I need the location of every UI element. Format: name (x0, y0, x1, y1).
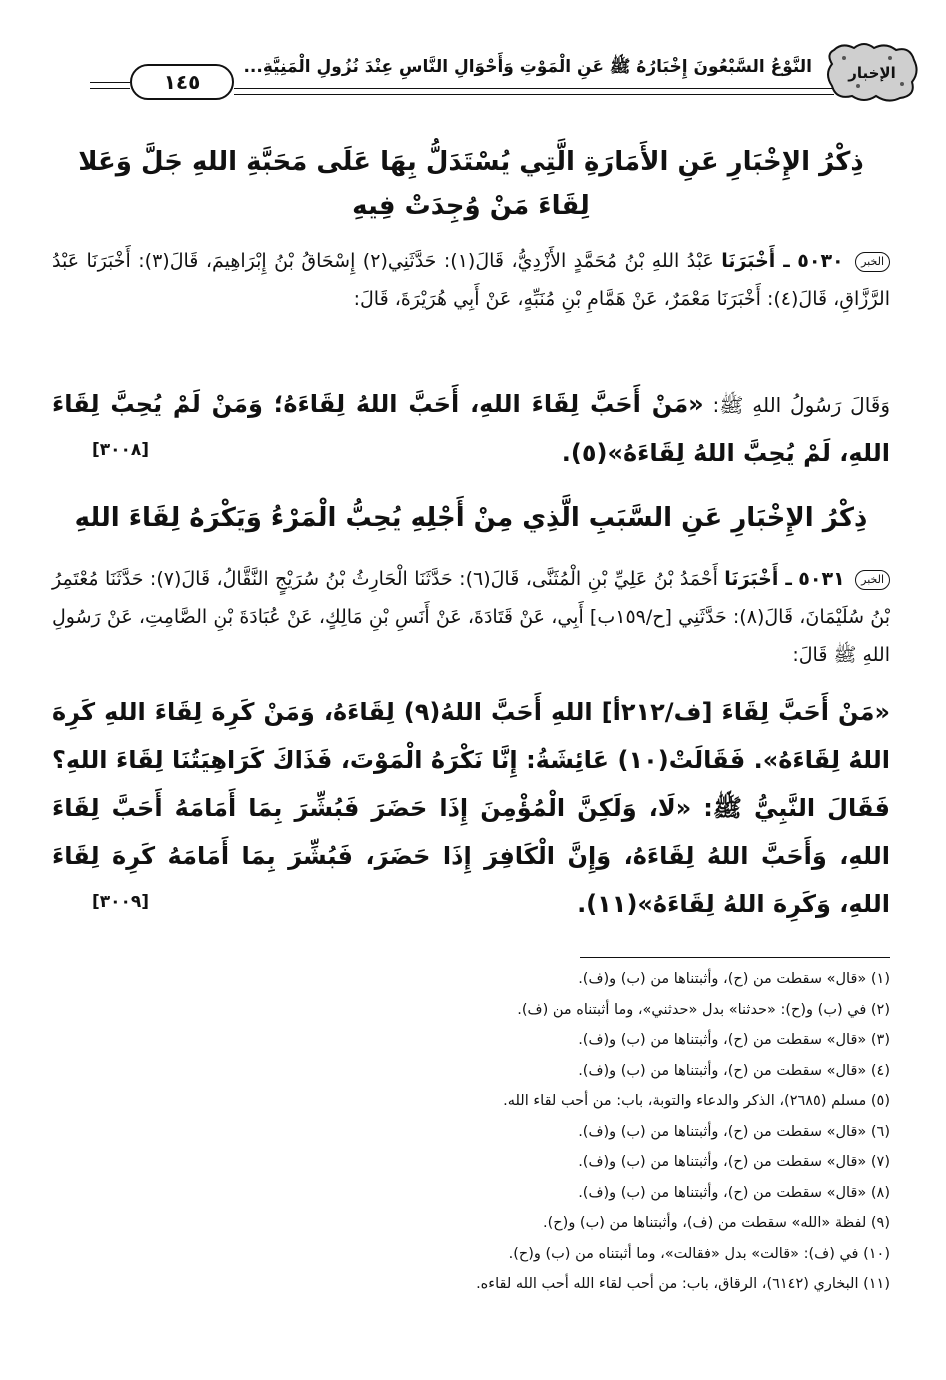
hadith-5031-akhbarana: أَخْبَرَنَا (724, 568, 779, 590)
hadith-5031-matn-block (52, 688, 890, 928)
hadith-5031-dash: ـ (778, 568, 792, 590)
hadith-5031-badge: الخبر (855, 570, 890, 590)
section-1-heading-line-1: ذِكْرُ الإِخْبَارِ عَنِ الأَمَارَةِ الَّتِي يُسْتَدَلُّ بِهَا عَلَى مَحَبَّةِ اللهِ جَلَّ وَعَلا (78, 147, 864, 177)
header-rule-right-bottom (234, 94, 834, 95)
hadith-5030-matn-block (52, 380, 890, 477)
hadith-5030-dash: ـ (775, 250, 790, 272)
hadith-5030-number: ٥٠٣٠ (797, 250, 844, 272)
footnote-separator (580, 957, 890, 958)
footnote-11: (١١) البخاري (٦١٤٢)، الرقاق، باب: من أحب لقاء الله أحب الله لقاءه. (476, 1276, 890, 1292)
section-1-heading-line-2: لِقَاءَ مَنْ وُجِدَتْ فِيهِ (352, 191, 590, 221)
footnote-6: (٦) «قال» سقطت من (ح)، وأثبتناها من (ب) و(ف). (578, 1123, 890, 1140)
hadith-5030-akhbarana: أَخْبَرَنَا (721, 250, 776, 272)
page-header (80, 38, 920, 108)
footnote-2: (٢) في (ب) و(ح): «حدثنا» بدل «حدثني»، وما أثبتناه من (ف). (517, 1001, 890, 1018)
hadith-5030-matn (52, 380, 890, 477)
header-tab-label: الإخبار (848, 64, 896, 82)
hadith-5030-matn-text: «مَنْ أَحَبَّ لِقَاءَ اللهِ، أَحَبَّ اللهُ لِقَاءَهُ؛ وَمَنْ لَمْ يُحِبَّ لِقَاءَ اللهِ، لَمْ يُحِبَّ اللهُ لِقَاءَهُ»(٥). (52, 390, 890, 467)
hadith-5031-isnad-text: أَحْمَدُ بْنُ عَلِيِّ بْنِ الْمُثَنَّى، قَالَ(٦): حَدَّثَنَا الْحَارِثُ بْنُ سُرَيْجٍ النَّقَّالُ، قَالَ(٧): حَدَّثَنَا مُعْتَمِرُ بْنُ سُلَيْمَانَ، قَالَ(٨): حَدَّثَنِي [ح/١٥٩ب] أَبِي، عَنْ قَتَادَةَ، عَنْ أَنَسِ بْنِ مَالِكٍ، عَنْ عُبَادَةَ بْنِ الصَّامِتِ، عَنْ رَسُولِ اللهِ ﷺ قَالَ: (52, 568, 890, 666)
running-title: النَّوْعُ السَّبْعُونَ إِخْبَارُهُ ﷺ عَنِ الْمَوْتِ وَأَحْوَالِ النَّاسِ عِنْدَ نُزُولِ الْمَنِيَّةِ... (243, 57, 812, 77)
hadith-5030-isnad-text: عَبْدُ اللهِ بْنُ مُحَمَّدٍ الأَزْدِيُّ، قَالَ(١): حَدَّثَنِي(٢) إِسْحَاقُ بْنُ إِبْرَاهِيمَ، قَالَ(٣): أَخْبَرَنَا عَبْدُ الرَّزَّاقِ، قَالَ(٤): أَخْبَرَنَا مَعْمَرٌ، عَنْ هَمَّامِ بْنِ مُنَبِّهٍ، عَنْ أَبِي هُرَيْرَةَ، قَالَ: (52, 250, 890, 310)
footnote-7: (٧) «قال» سقطت من (ح)، وأثبتناها من (ب) و(ف). (578, 1154, 890, 1170)
hadith-5030-reference: [٣٠٠٨] (92, 440, 150, 460)
section-2 (52, 496, 890, 540)
page-number: ١٤٥ (130, 64, 234, 100)
footnote-8: (٨) «قال» سقطت من (ح)، وأثبتناها من (ب) و(ف). (578, 1184, 890, 1201)
header-rule-left-bottom (90, 88, 130, 89)
hadith-5031-reference: [٣٠٠٩] (92, 892, 150, 912)
hadith-5030-isnad (52, 242, 890, 318)
hadith-5030 (52, 242, 890, 318)
hadith-5030-matn-intro: وَقَالَ رَسُولُ اللهِ ﷺ: (703, 393, 891, 417)
footnote-1: (١) «قال» سقطت من (ح)، وأثبتناها من (ب) و(ف). (578, 971, 890, 987)
puzzle-piece-icon (824, 38, 920, 104)
hadith-5030-badge: الخبر (855, 252, 890, 272)
footnote-3: (٣) «قال» سقطت من (ح)، وأثبتناها من (ب) و(ف). (578, 1032, 890, 1048)
footnote-9: (٩) لفظة «الله» سقطت من (ف)، وأثبتناها من (ب) و(ح). (543, 1215, 890, 1231)
footnotes (52, 964, 890, 1300)
hadith-5031-matn: «مَنْ أَحَبَّ لِقَاءَ [ف/٢١٢أ] اللهِ أَحَبَّ اللهُ(٩) لِقَاءَهُ، وَمَنْ كَرِهَ لِقَاءَ اللهِ كَرِهَ اللهُ لِقَاءَهُ». فَقَالَتْ(١٠) عَائِشَةُ: إِنَّا نَكْرَهُ الْمَوْتَ، فَذَاكَ كَرَاهِيَتُنَا لِقَاءَ اللهِ؟ فَقَالَ النَّبِيُّ ﷺ: «لَا، وَلَكِنَّ الْمُؤْمِنَ إِذَا حَضَرَ فَبُشِّرَ بِمَا أَمَامَهُ أَحَبَّ لِقَاءَ اللهِ، وَأَحَبَّ اللهُ لِقَاءَهُ، وَإِنَّ الْكَافِرَ إِذَا حَضَرَ، فَبُشِّرَ بِمَا أَمَامَهُ كَرِهَ لِقَاءَ اللهِ، وَكَرِهَ اللهُ لِقَاءَهُ»(١١). (52, 698, 891, 918)
hadith-5031-isnad (52, 560, 890, 674)
hadith-5031 (52, 560, 890, 674)
section-1 (52, 140, 890, 228)
header-rule-right-top (234, 88, 834, 89)
footnote-5: (٥) مسلم (٢٦٨٥)، الذكر والدعاء والتوبة، باب: من أحب لقاء الله. (503, 1093, 890, 1109)
hadith-5031-number: ٥٠٣١ (798, 568, 845, 590)
footnote-10: (١٠) في (ف): «قالت» بدل «فقالت»، وما أثبتناه من (ب) و(ح). (508, 1245, 890, 1262)
footnote-4: (٤) «قال» سقطت من (ح)، وأثبتناها من (ب) و(ف). (578, 1062, 890, 1079)
section-2-heading: ذِكْرُ الإِخْبَارِ عَنِ السَّبَبِ الَّذِي مِنْ أَجْلِهِ يُحِبُّ الْمَرْءُ وَيَكْرَهُ لِقَاءَ اللهِ (74, 503, 868, 533)
header-rule-left-top (90, 82, 130, 83)
